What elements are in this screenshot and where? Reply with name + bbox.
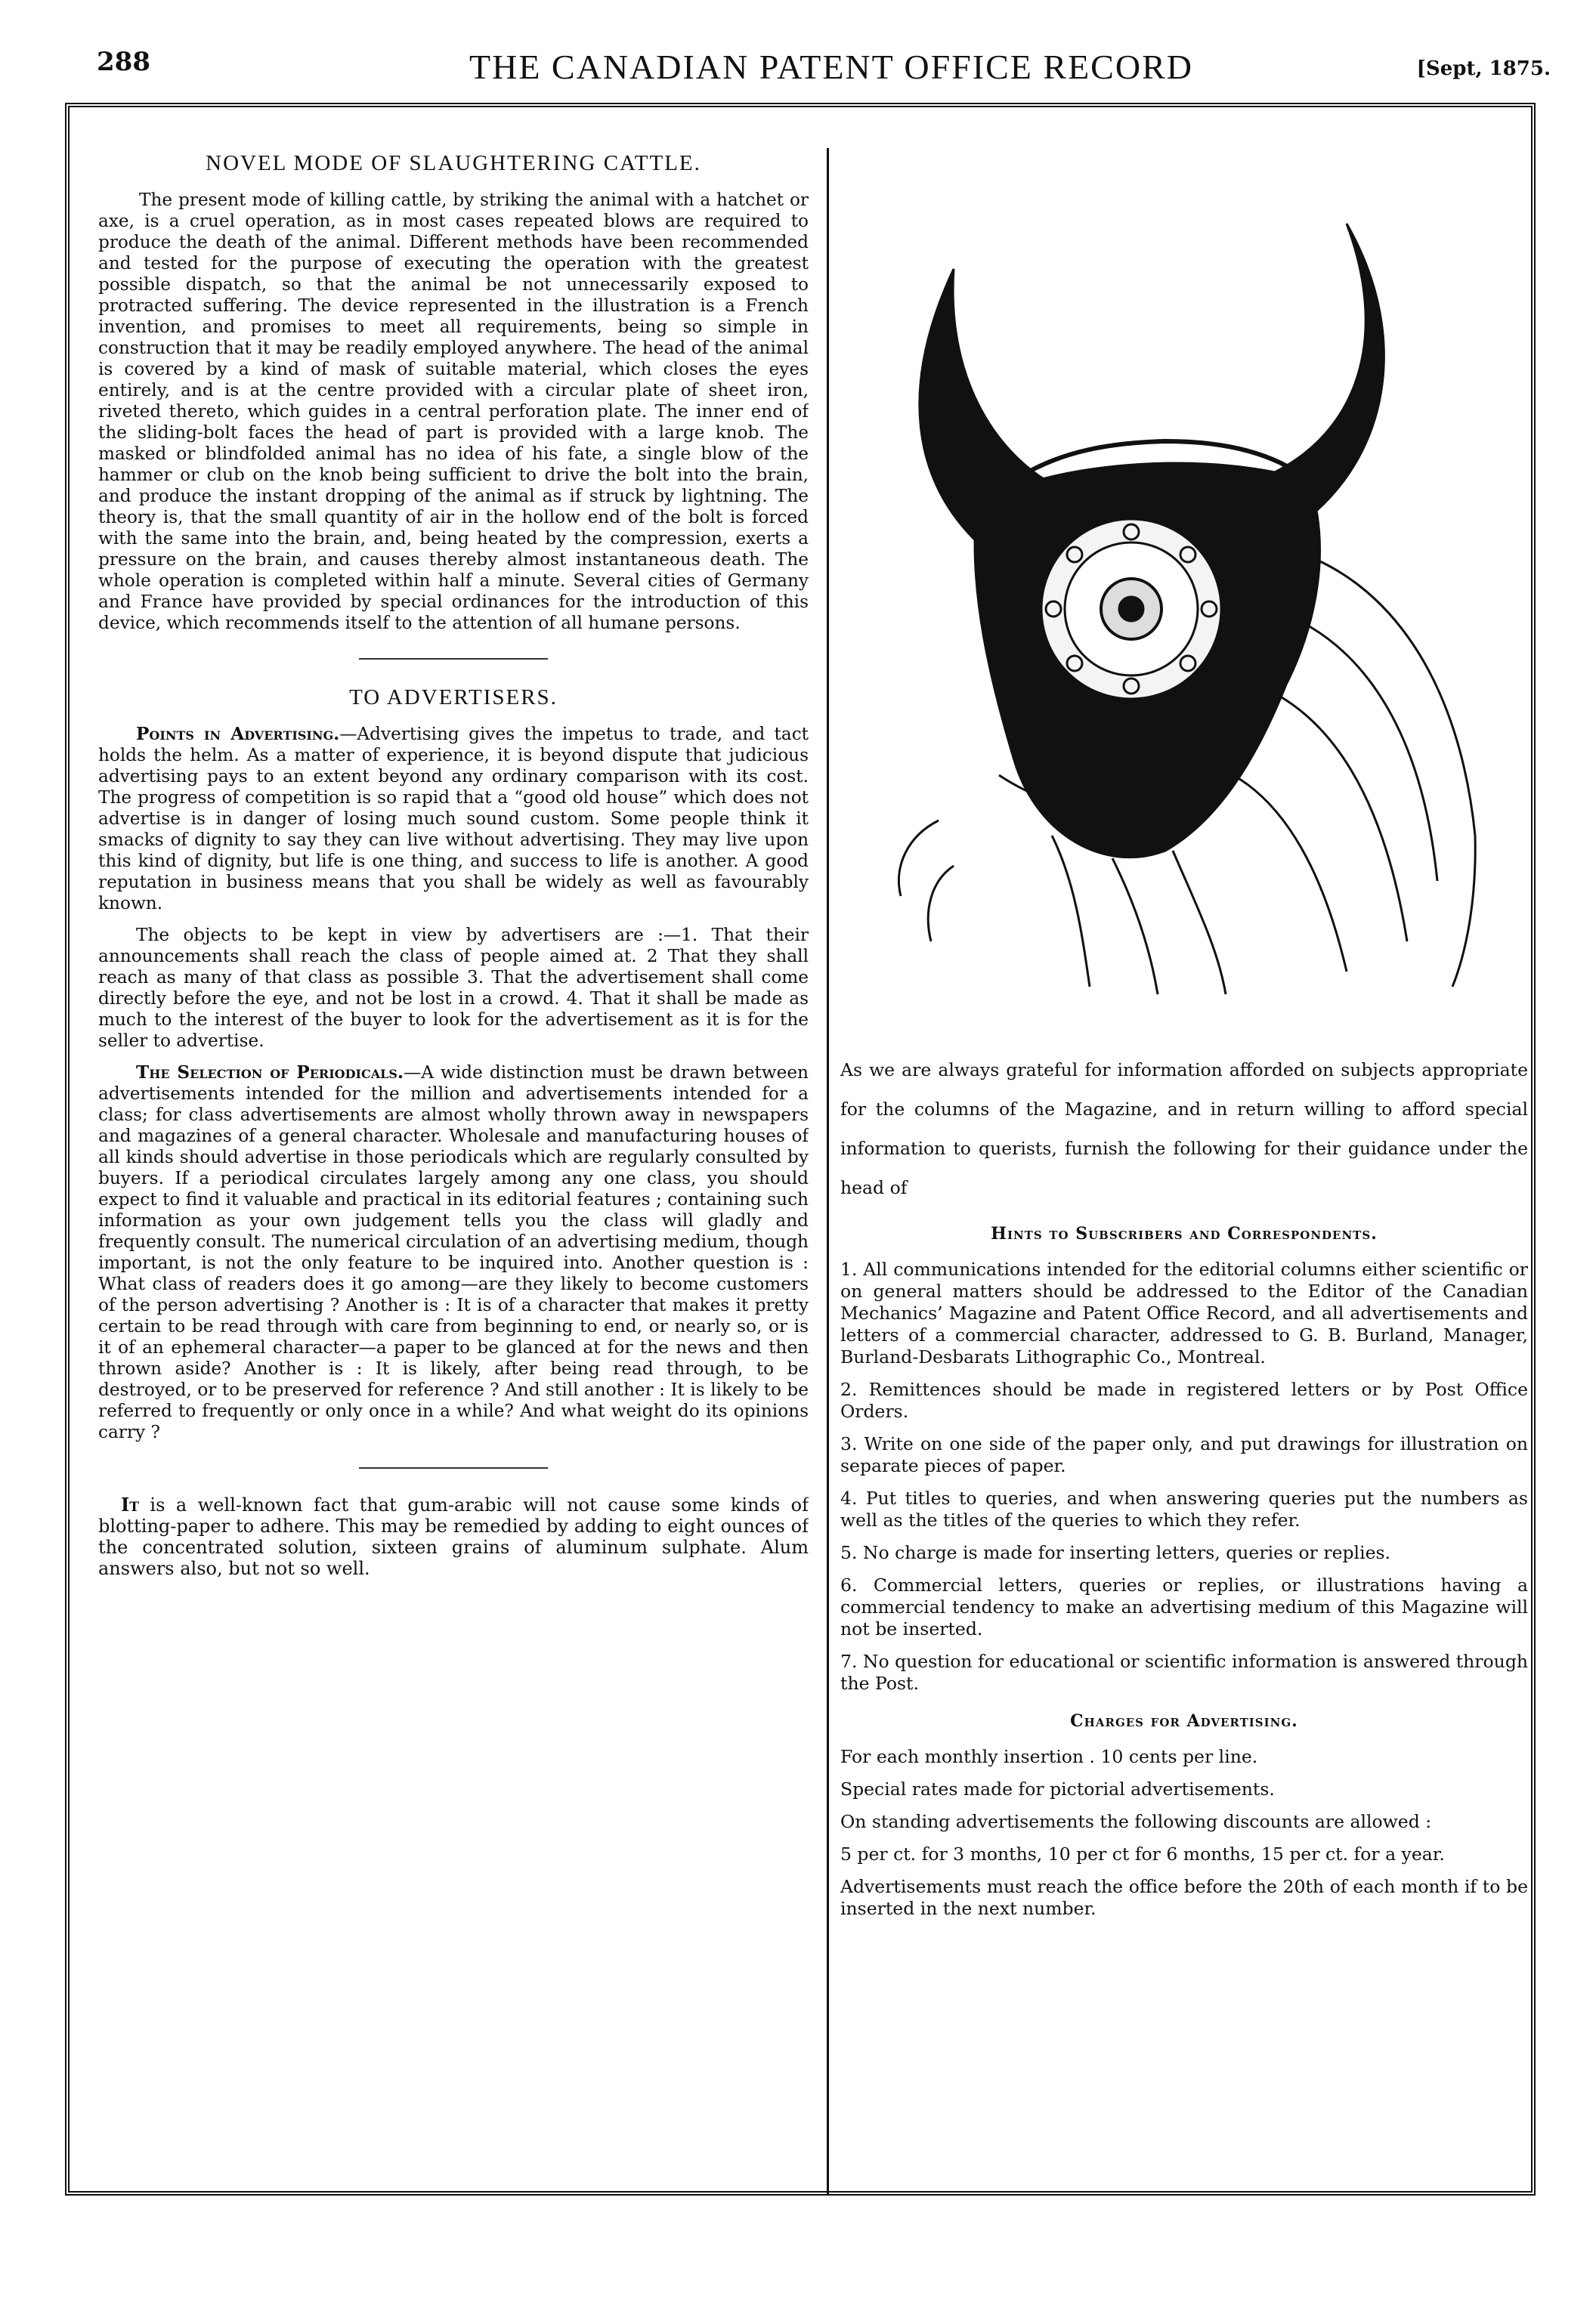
cattle-mask-illustration — [863, 156, 1513, 1002]
issue-date: [Sept, 1875. — [1416, 57, 1551, 80]
hint-item: 5. No charge is made for inserting letters, queries or replies. — [840, 1542, 1391, 1563]
charge-item: For each monthly insertion . 10 cents per line. — [840, 1746, 1258, 1767]
article-title-advertisers: TO ADVERTISERS. — [349, 685, 558, 709]
page-header — [0, 47, 1596, 92]
paragraph-points-in-advertising — [98, 724, 809, 914]
article-title-slaughtering: NOVEL MODE OF SLAUGHTERING CATTLE. — [206, 151, 701, 175]
journal-title: THE CANADIAN PATENT OFFICE RECORD — [469, 48, 1193, 86]
hint-item: 4. Put titles to queries, and when answering queries put the numbers as well as the titles of the queries to which they refer. — [840, 1488, 1528, 1531]
charge-item: Advertisements must reach the office before the 20th of each month if to be inserted in the next number. — [840, 1876, 1528, 1919]
charge-item: Special rates made for pictorial advertisements. — [840, 1779, 1275, 1800]
hint-item: 2. Remittences should be made in registered letters or by Post Office Orders. — [840, 1379, 1528, 1422]
paragraph-objects: The objects to be kept in view by advertisers are :—1. That their announcements shall reach the class of people aimed at. 2 That they shall reach as many of that class as possible 3. That the advertisement shall come directly before the eye, and not be lost in a crowd. 4. That it shall be made as much to the interest of the buyer to look for the advertisement as it is for the seller to advertise. — [98, 925, 809, 1051]
article-body-slaughtering: The present mode of killing cattle, by striking the animal with a hatchet or axe, is a cruel operation, as in most cases repeated blows are required to produce the death of the animal. Different methods have been recommended and tested for the purpose of executing the operation with the greatest possible dispatch, so that the animal be not unnecessarily exposed to protracted suffering. The device represented in the illustration is a French invention, and promises to meet all requirements, being so simple in construction that it may be readily employed anywhere. The head of the animal is covered by a kind of mask of suitable material, which closes the eyes entirely, and is at the centre provided with a circular plate of sheet iron, riveted thereto, which guides in a central perforation plate. The inner end of the sliding-bolt faces the head of part is provided with a large knob. The masked or blindfolded animal has no idea of his fate, a single blow of the hammer or club on the knob being sufficient to drive the bolt into the brain, and produce the instant dropping of the animal as if struck by lightning. The theory is, that the small quantity of air in the hollow end of the bolt is forced with the same into the brain, and, being heated by the compression, exerts a pressure on the brain, and causes thereby almost instantaneous death. The whole operation is completed within half a minute. Several cities of Germany and France have provided by special ordinances for the introduction of this device, which recommends itself to the attention of all humane persons. — [98, 190, 809, 633]
hints-intro: As we are always grateful for information afforded on subjects appropriate for the columns of the Magazine, and in return willing to afford special information to querists, furnish the following for their guidance under the head of — [840, 1059, 1528, 1198]
charge-item: 5 per ct. for 3 months, 10 per ct for 6 months, 15 per ct. for a year. — [840, 1843, 1445, 1865]
charge-item: On standing advertisements the following discounts are allowed : — [840, 1811, 1432, 1832]
section-rule — [359, 658, 548, 660]
page-number: 288 — [97, 47, 150, 77]
note-gum-arabic — [98, 1494, 809, 1579]
paragraph-lead: Points in Advertising. — [136, 724, 340, 744]
note-lead: It — [121, 1494, 139, 1516]
paragraph-text: —Advertising gives the impetus to trade, and tact holds the helm. As a matter of experience, it is beyond dispute that judicious advertising pays to an extent beyond any ordinary comparison with its cost. The progress of competition is so rapid that a “good old house” which does not advertise is in danger of losing much sound custom. Some people think it smacks of dignity to say they can live without advertising. They may live upon this kind of dignity, but life is one thing, and success to life is another. A good reputation in business means that you shall be widely as well as favourably known. — [98, 724, 809, 913]
paragraph-selection-of-periodicals — [98, 1062, 809, 1443]
hint-item: 6. Commercial letters, queries or replies, or illustrations having a commercial tendency to make an advertising medium of this Magazine will not be inserted. — [840, 1575, 1528, 1639]
hint-item: 1. All communications intended for the editorial columns either scientific or on general matters should be addressed to the Editor of the Canadian Mechanics’ Magazine and Patent Office Record, and all advertisements and letters of a commercial character, addressed to G. B. Burland, Manager, Burland-Desbarats Lithographic Co., Montreal. — [840, 1259, 1528, 1368]
section-rule — [359, 1467, 548, 1469]
note-text: is a well-known fact that gum-arabic will not cause some kinds of blotting-paper to adhere. This may be remedied by adding to eight ounces of the concentrated solution, sixteen grains of aluminum sulphate. Alum answers also, but not so well. — [98, 1494, 809, 1579]
hint-item: 3. Write on one side of the paper only, and put drawings for illustration on separate pieces of paper. — [840, 1433, 1528, 1476]
charges-title: Charges for Advertising. — [1070, 1711, 1298, 1731]
hints-title: Hints to Subscribers and Correspondents. — [991, 1224, 1378, 1244]
right-column — [840, 148, 1528, 2188]
column-divider — [827, 148, 829, 2196]
hint-item: 7. No question for educational or scientific information is answered through the Post. — [840, 1651, 1528, 1694]
left-column — [98, 148, 809, 2188]
paragraph-lead: The Selection of Periodicals. — [136, 1062, 404, 1083]
paragraph-text: —A wide distinction must be drawn between advertisements intended for the million and advertisements intended for a class; for class advertisements are almost wholly thrown away in newspapers and magazines of a general character. Wholesale and manufacturing houses of all kinds should advertise in those periodicals which are regularly consulted by buyers. If a periodical circulates largely among any one class, you should expect to find it valuable and practical in its editorial features ; containing such information as your own judgement tells you the class will gladly and frequently consult. The numerical circulation of an advertising medium, though important, is not the only feature to be inquired into. Another question is : What class of readers does it go among—are they likely to become customers of the person advertising ? Another is : It is of a character that makes it pretty certain to be read through with care from beginning to end, or nearly so, or is it of an ephemeral character—a paper to be glanced at for the news and then thrown aside? Another is : It is likely, after being read through, to be destroyed, or to be preserved for reference ? And still another : It is likely to be referred to frequently or only once in a while? And what weight do its opinions carry ? — [98, 1062, 809, 1442]
